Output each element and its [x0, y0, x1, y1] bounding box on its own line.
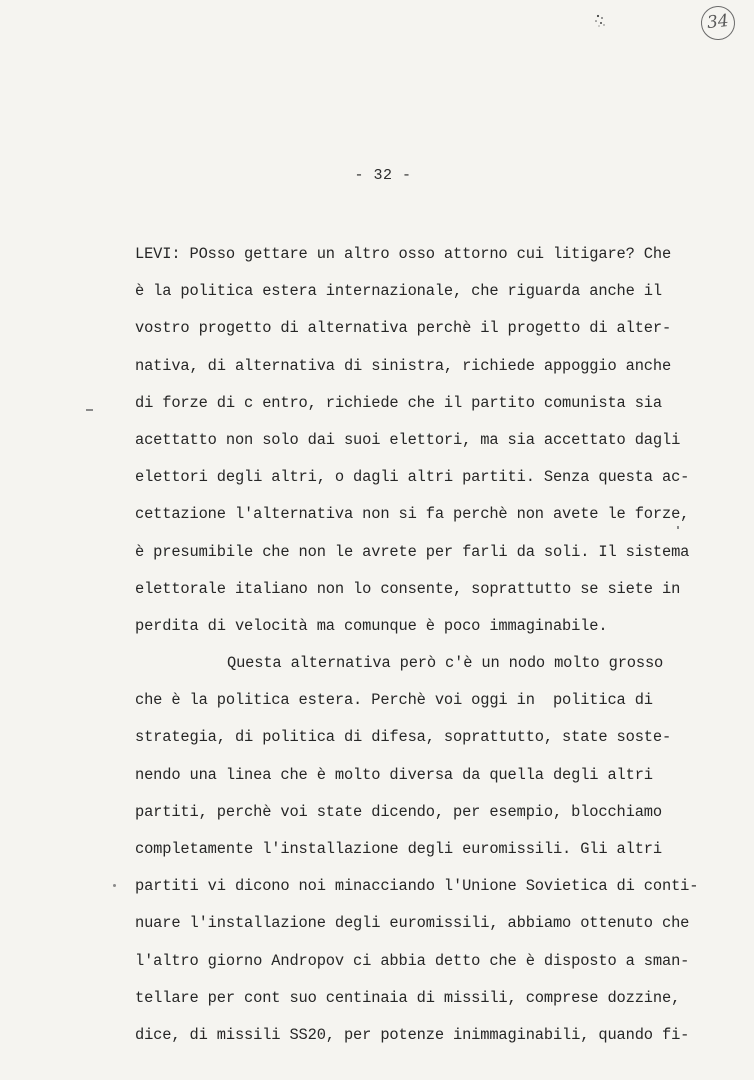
- text-line: nativa, di alternativa di sinistra, richiede appoggio anche: [135, 356, 672, 375]
- text-line: LEVI: POsso gettare un altro osso attorno cui litigare? Che: [135, 245, 672, 263]
- typed-text-body: [135, 236, 705, 1054]
- text-line: dice, di missili SS20, per potenze inimmaginabili, quando fi-: [135, 1025, 690, 1044]
- text-line: strategia, di politica di difesa, soprattutto, state soste-: [135, 728, 672, 747]
- text-line: vostro progetto di alternativa perchè il progetto di alter-: [135, 319, 672, 338]
- archive-page-number-stamp: 34: [699, 4, 736, 41]
- page-number: - 32 -: [354, 167, 412, 184]
- text-line: partiti, perchè voi state dicendo, per esempio, blocchiamo: [135, 802, 662, 821]
- margin-mark: [677, 526, 679, 529]
- text-line: elettorale italiano non lo consente, soprattutto se siete in: [135, 579, 681, 598]
- text-line: completamente l'installazione degli euromissili. Gli altri: [135, 840, 662, 858]
- text-line: perdita di velocità ma comunque è poco immaginabile.: [135, 616, 608, 635]
- text-line: nendo una linea che è molto diversa da quella degli altri: [135, 765, 653, 784]
- text-line: elettori degli altri, o dagli altri partiti. Senza questa ac-: [135, 468, 690, 487]
- ink-specks-icon: [590, 12, 610, 30]
- text-line: tellare per cont suo centinaia di missili, comprese dozzine,: [135, 988, 681, 1007]
- margin-mark: [86, 409, 93, 411]
- text-line: l'altro giorno Andropov ci abbia detto che è disposto a sman-: [135, 951, 690, 970]
- margin-mark: [113, 884, 116, 887]
- text-line: cettazione l'alternativa non si fa perchè non avete le forze,: [135, 505, 690, 524]
- text-line: acettatto non solo dai suoi elettori, ma sia accettato dagli: [135, 430, 681, 449]
- text-line: è la politica estera internazionale, che riguarda anche il: [135, 282, 662, 301]
- text-line: che è la politica estera. Perchè voi oggi in politica di: [135, 691, 653, 710]
- text-line: partiti vi dicono noi minacciando l'Unione Sovietica di conti-: [135, 877, 699, 896]
- text-line: è presumibile che non le avrete per farli da soli. Il sistema: [135, 542, 690, 561]
- text-line-indented: Questa alternativa però c'è un nodo molto grosso: [227, 654, 664, 673]
- text-line: nuare l'installazione degli euromissili, abbiamo ottenuto che: [135, 914, 690, 933]
- text-line: di forze di c entro, richiede che il partito comunista sia: [135, 393, 662, 412]
